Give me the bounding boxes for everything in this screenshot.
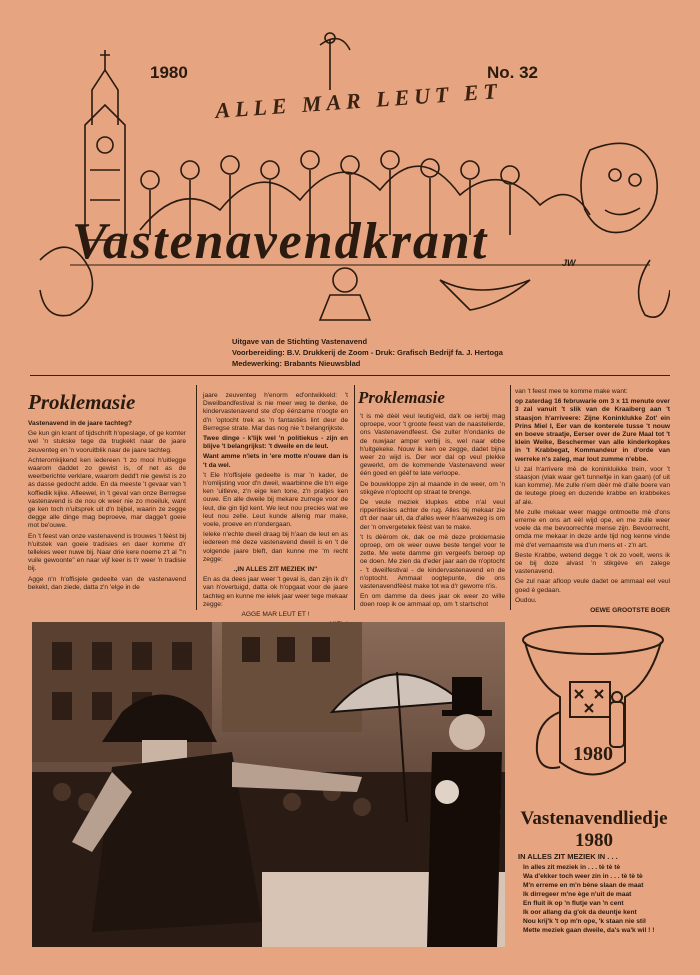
paragraph: 't is mè dèèl veul leutig'eid, da'k oe ierbij mag oproepe, voor 't groote feest van de naastelierde, ons Vastenavendfeest. Ge zulter h'ondanks de de nuwjaar amper verbij is, wel naar ebbe h'uitgekeke. Nouw ik ken oe zegge, dadet bijna weer zo wijd is. Der wor dal op veul plekke gewerkt, om de kommende Vastenavend weer één goed en géèf te late verloope. [360,413,505,478]
slogan: .,IN ALLES ZIT MEZIEK IN" [233,566,318,574]
paragraph: En as da dees jaar weer 't geval is, dan zijn ik d'r van h'overtuigd, datta ok h'opgaat voor de jaare tachteg en kunne me ielek jaar weer tege mekaar zegge: [203,576,348,608]
masthead-motto: ALLE MAR LEUT ET [214,78,503,123]
paragraph: jaare zeuventeg h'enorm ed'ontwikkeld: 't Dweilbandfestival is nie meer weg te denke, de kindervastenavend ste d'op éénzame n'oogte en d'n 'optocht trek as 'n fantastiès lint deur de Berregse strate. Mar das nog nie 't belangrijkste. [203,392,348,432]
publisher-info [232,336,503,369]
lyric-line: In alles zit meziek in . . . tè tè tè [523,864,621,871]
paragraph: Want amme n'iets in 'ere motte n'ouwe dan is 't da wel. [203,453,348,469]
paragraph: Ge kun gin krant of tijdschrift h'opeslage, of ge komter wel 'n stukske tege da trugkekt naar de jaare zeuventeg en 'n vooruitblik naar de jaare tachteg. [28,430,186,454]
collaboration-line: Medewerking: Brabants Nieuwsblad [232,359,361,368]
article-column-3 [360,413,505,612]
publisher-line: Uitgave van de Stichting Vastenavend [232,337,368,346]
newspaper-title: Vastenavendkrant [72,213,489,270]
carnival-photo [32,622,505,947]
song-lyrics [523,863,678,935]
song-title-line2: 1980 [575,830,613,851]
masthead-divider [30,375,670,376]
masthead-illustration [30,30,670,335]
lyric-line: Wa d'ekker toch weer zin in . . . tè tè tè [523,873,643,880]
production-line: Voorbereiding: B.V. Drukkerij de Zoom - Druk: Grafisch Bedrijf fa. J. Hertoga [232,348,503,357]
lyric-line: Nou krij'k 't op m'n ope, 'k staan nie stil [523,918,646,925]
issue-number: No. 32 [487,63,539,82]
paragraph: Beste Krabbe, wetend degge 't ok zo voelt, wens ik oe bij doze alvast 'n stikgève en zalege vastenavend. [515,551,670,576]
column-divider [196,385,197,610]
song-title-line1: Vastenavendliedje [520,808,668,829]
paragraph: De veule meziek klupkes ebbe n'al veul ripperitiesles achter de rug. Alles bij mekaar zie d't der naar uit, da d'alles weer h'aanwezeg is om der 'n onvergetelek fèèst van te make. [360,499,505,531]
tuba-illustration [515,622,670,787]
paragraph: Ieleke n'echte dweil draag bij h'aan de leut en as iedereen mè deze vastenavend dweil is en 't de volgende jaare bleft, dan kunne me 'm recht zegge: [203,531,348,563]
column-divider [510,385,511,610]
article-column-1 [28,420,186,594]
tuba-year-label: 1980 [573,743,613,765]
paragraph: En om damme da dees jaar ok weer zo wille doen roep ik oe ammaal op, om 't startschot [360,593,505,609]
paragraph: Twee dinge - k'lijk wel 'n politiekus - zijn en blijve 't belangrijkst: 't dweile en de leut. [203,435,348,451]
song-subtitle: IN ALLES ZIT MEZIEK IN . . . [518,852,618,861]
paragraph: Oudou. [515,596,537,604]
lyric-line: Mette meziek gaan dweile, da's wa'k wil ! ! [523,927,655,934]
paragraph: De bouwkloppe zijn al maande in de weer, om 'n stikgève n'optocht op straat te brenge. [360,480,505,496]
column-divider [354,385,355,610]
paragraph: 't Ele h'offisjele gedeelte is mar 'n kader, de h'omlijsting voor d'n dweil, waarbinne die b'n eige ken 'uitleve, z'n eige ken tone, z'n pratjes ken ouwe. En alle dweile bij mekare zurrege voor de leut, die gin tijd kent. We leut nou precies wat we leut nou zelle. Leut kunde allenig mar make, voele, proeve en n'ondergaan. [203,471,348,529]
paragraph: En 't feest van onze vastenavend is trouwes 't fèèst bij h'uitstek van goeie tradisies en daer komme d'r tellekes weer nuwe bij. Naar drie kere noeme z't al "'n vuile gewoonte" en naar vijf keer is t'r weer 'n tradisie bij. [28,532,186,573]
paragraph: van 't feest mee te komme make want: [515,388,628,395]
issue-year: 1980 [150,63,188,82]
song-title [514,808,674,852]
article-subhead: Vastenavend in de jaare tachteg? [28,420,133,427]
paragraph: Me zulle mekaar weer magge ontmoette mè d'ons erreme en ons art eèl wijd ope, en me zulle weer voele da me bevoorrechte mense zijn. Bevoorrecht, omda me mekaar in deze arde tijd nog kenne vinde mè d'et vernaamste wa d'un mens et - z'n art. [515,508,670,549]
proklemasie-heading-mid: Proklemasie [358,388,445,407]
paragraph: op zaterdag 16 februwarie om 3 x 11 menute over 3 zal vanuit 't slik van de Kraaiberg aan 't staasjon h'arriveere: Zijne Koninklukke Zot' ein Prins Miel I, Eer van de konterele tusse 't nouw en boeve straatje, Eerser over de Zure Maal tot 't klein Weike, Beschermer van alle kinderkopkes in 't Krabbegat, Kommandeur in d'orde van werreke n's zaleg, mar lout zumme n'ebbe. [515,398,670,463]
paragraph: Agge n'n h'offisjele gedeelte van de vastenavend bekekt, dan ziede, datta z'n 'elge in de [28,575,186,591]
paragraph: Achteromkijkend ken iedereen 't zo mooi h'uitlegge waarom daddet zo gewist is, of net as de weerberichte verklare, waarom dedd't nie gewist is zo as dasse gedocht adde. En da meeste 't gevaar van 't koffiedik kijke. Afleewel, in 't geval van onze Berregse vastenavend is de nou ok weer nie zo moeiluk, want ge ken toch n'uitsprek uit d'n bijbel, waarin ze zegge degge alle dinge mag beproeve, mar dagge't goeie mot be'ouwe. [28,456,186,530]
article-column-2 [203,392,348,631]
artist-signature: JW [562,258,576,268]
signoff: OEWE GROOTSTE BOER [590,607,670,615]
paragraph: 't Is dèèrom ok, dak oe mè deze proklemasie oproep, om ok weer ouwe beste tengel voor te zette. Me wete damme gin vergeefs beroep op oe doen. Me zien da d'eder jaar aan de n'optocht - 't dweilfestival - de kindervastenavend en de n'optocht. Ammaal oogtepunte, die ons vastenavendfèèst make tot wa d'r geworre n'is. [360,533,505,591]
lyric-line: Ik dirregeer m'ne ège n'uit de maat [523,891,632,898]
article-column-4 [515,388,670,617]
closing-line: AGGE MAR LEUT ET ! [241,611,310,619]
proklemasie-heading-left: Proklemasie [28,390,136,414]
paragraph: Ge zul naar afloop veule dadet oe ammaal eel veul goed è gedaan. [515,578,670,594]
lyric-line: En fluit ik op 'n flutje van 'n cent [523,900,624,907]
lyric-line: Ik oor allang da g'ok da deuntje kent [523,909,637,916]
lyric-line: M'n erreme en m'n bène slaan de maat [523,882,644,889]
paragraph: U zal h'arrivere mè de koninkluikke trein, voor 't staasjon (vlak waar ge't tunneltje in kan gaan) (of uit kan komme). Me zulle n'em dèèr mè d'alle boere van de leutege ploeg en duzende krabbe en krabbekes af ale. [515,465,670,506]
